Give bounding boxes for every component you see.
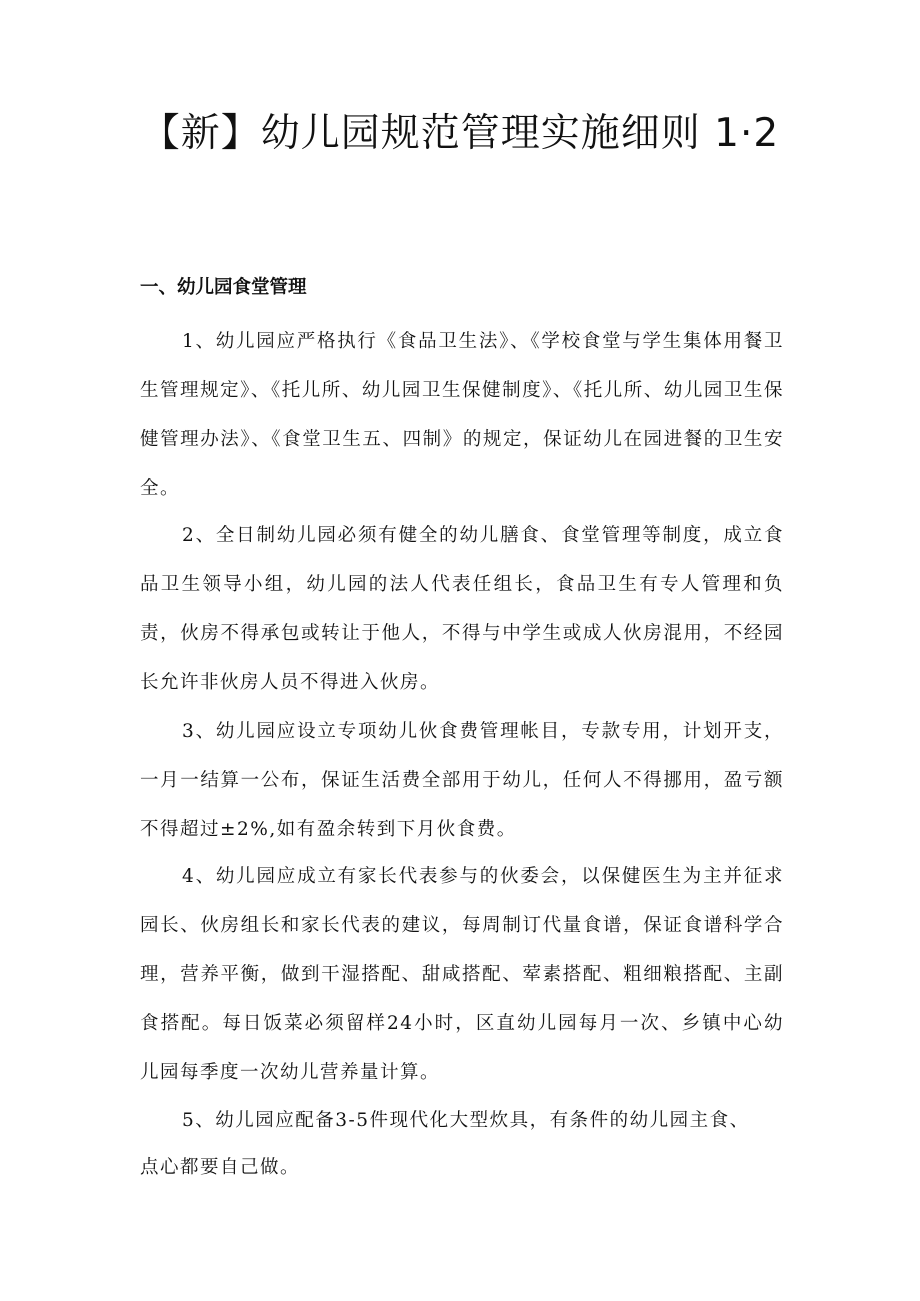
paragraph-3: 3、幼儿园应设立专项幼儿伙食费管理帐目，专款专用，计划开支，一月一结算一公布，保证生活费全部用于幼儿，任何人不得挪用，盈亏额不得超过±2%,如有盈余转到下月伙食费。 <box>140 721 784 840</box>
paragraph-2: 2、全日制幼儿园必须有健全的幼儿膳食、食堂管理等制度，成立食品卫生领导小组，幼儿园的法人代表任组长，食品卫生有专人管理和负责，伙房不得承包或转让于他人，不得与中学生或成人伙房混用，不经园长允许非伙房人员不得进入伙房。 <box>140 525 784 693</box>
paragraph-5-continuation: 点心都要自己做。 <box>140 1157 301 1178</box>
section-heading: 一、幼儿园食堂管理 <box>140 277 307 298</box>
paragraph-1: 1、幼儿园应严格执行《食品卫生法》、《学校食堂与学生集体用餐卫生管理规定》、《托儿所、幼儿园卫生保健制度》、《托儿所、幼儿园卫生保健管理办法》、《食堂卫生五、四制》的规定，保证幼儿在园进餐的卫生安全。 <box>140 331 784 499</box>
document-title: 【新】幼儿园规范管理实施细则 1·2 <box>140 111 780 156</box>
paragraph-5: 5、幼儿园应配备3-5件现代化大型炊具，有条件的幼儿园主食、 <box>182 1110 750 1131</box>
paragraph-4: 4、幼儿园应成立有家长代表参与的伙委会，以保健医生为主并征求园长、伙房组长和家长代表的建议，每周制订代量食谱，保证食谱科学合理，营养平衡，做到干湿搭配、甜咸搭配、荤素搭配、粗细粮搭配、主副食搭配。每日饭菜必须留样24小时，区直幼儿园每月一次、乡镇中心幼儿园每季度一次幼儿营养量计算。 <box>140 866 784 1083</box>
